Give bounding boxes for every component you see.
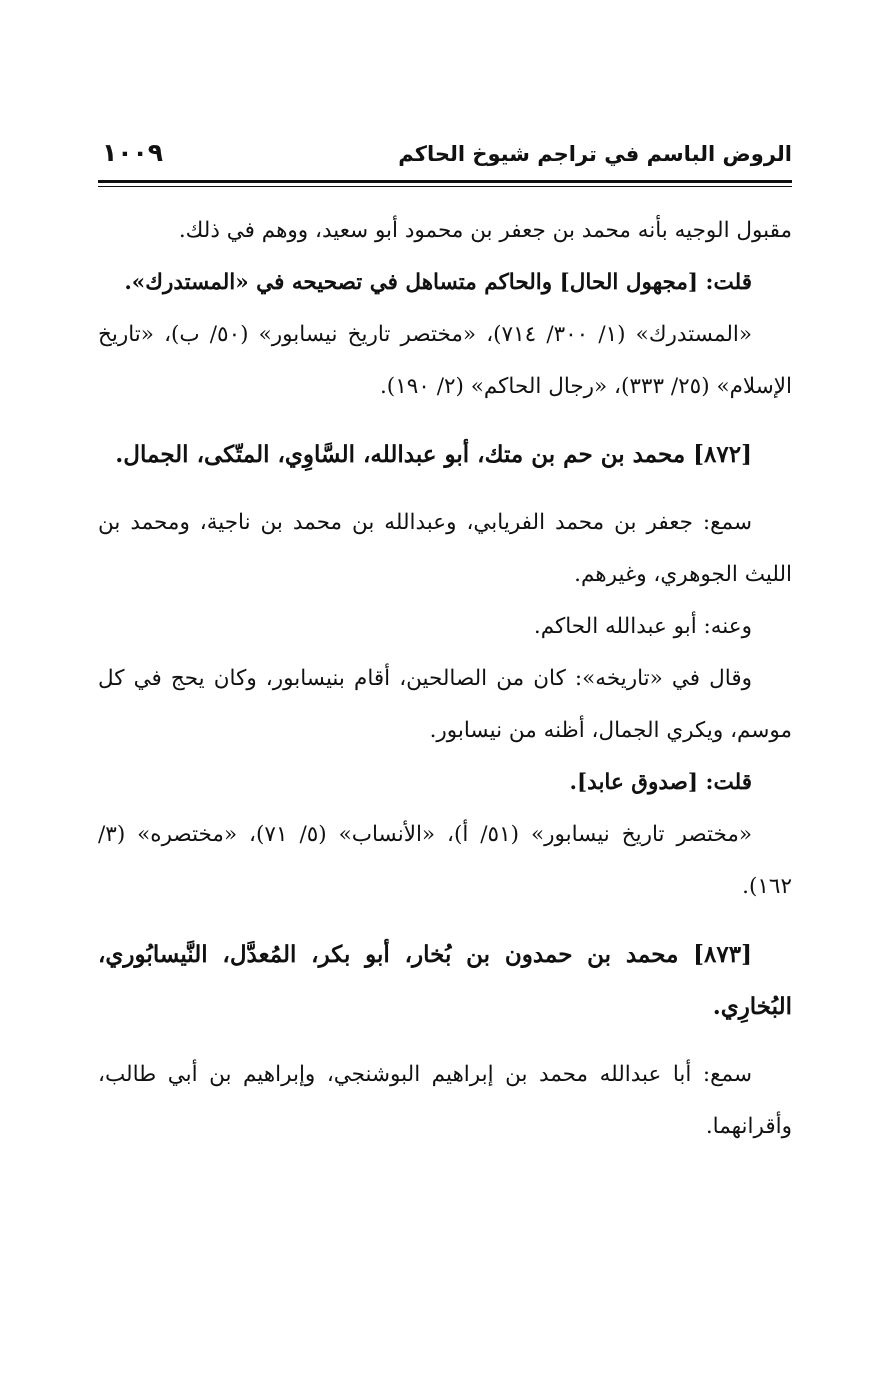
book-page: [98, 0, 792, 1392]
header-rule-thin: [98, 186, 792, 187]
spacer: [98, 1033, 792, 1049]
running-title: الروض الباسم في تراجم شيوخ الحاكم: [398, 142, 792, 166]
entry-heading-873: [٨٧٣] محمد بن حمدون بن بُخار، أبو بكر، المُعدَّل، النَّيسابُوري، البُخارِي.: [98, 941, 792, 1020]
narrated-by-paragraph: وعنه: أبو عبدالله الحاكم.: [533, 614, 752, 639]
spacer: [98, 413, 792, 429]
header-rule-thick: [98, 180, 792, 183]
editor-verdict: قلت: [مجهول الحال] والحاكم متساهل في تصحيحه في «المستدرك».: [124, 270, 752, 295]
page-number: ١٠٠٩: [102, 138, 164, 167]
spacer: [98, 481, 792, 497]
editor-verdict: قلت: [صدوق عابد].: [569, 770, 752, 795]
sources-paragraph: «مختصر تاريخ نيسابور» (٥١/ أ)، «الأنساب» (٥/ ٧١)، «مختصره» (٣/ ١٦٢).: [98, 822, 792, 899]
paragraph: مقبول الوجيه بأنه محمد بن جعفر بن محمود أبو سعيد، ووهم في ذلك.: [178, 218, 792, 243]
entry-heading-872: [٨٧٢] محمد بن حم بن متك، أبو عبدالله، السَّاوِي، المتّكى، الجمال.: [115, 441, 752, 468]
heard-from-paragraph: سمع: أبا عبدالله محمد بن إبراهيم البوشنجي، وإبراهيم بن أبي طالب، وأقرانهما.: [98, 1062, 792, 1139]
sources-paragraph: «المستدرك» (١/ ٣٠٠/ ٧١٤)، «مختصر تاريخ نيسابور» (٥٠/ ب)، «تاريخ الإسلام» (٢٥/ ٣٣٣)، «رجال الحاكم» (٢/ ١٩٠).: [98, 322, 792, 399]
page-header: [98, 132, 792, 176]
page-body: [98, 205, 792, 1153]
spacer: [98, 913, 792, 929]
quote-paragraph: وقال في «تاريخه»: كان من الصالحين، أقام بنيسابور، وكان يحج في كل موسم، ويكري الجمال، أظنه من نيسابور.: [98, 666, 792, 743]
heard-from-paragraph: سمع: جعفر بن محمد الفريابي، وعبدالله بن محمد بن ناجية، ومحمد بن الليث الجوهري، وغيرهم.: [98, 510, 792, 587]
